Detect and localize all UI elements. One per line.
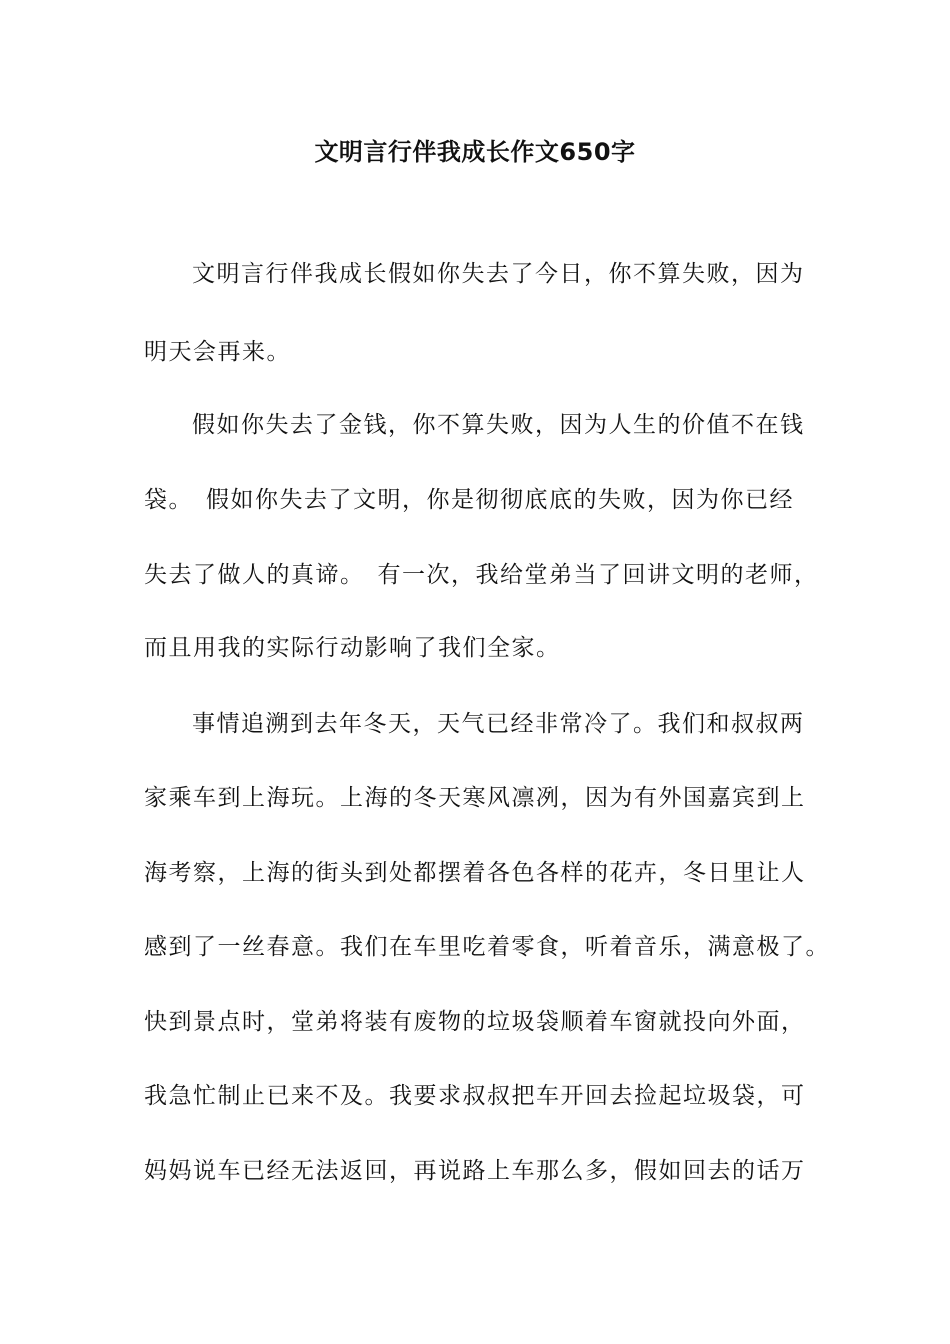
paragraph-line: 家乘车到上海玩。上海的冬天寒风凛冽，因为有外国嘉宾到上 bbox=[144, 785, 806, 811]
paragraph-line: 我急忙制止已来不及。我要求叔叔把车开回去捡起垃圾袋，可 bbox=[144, 1083, 806, 1109]
paragraph-line: 事情追溯到去年冬天，天气已经非常冷了。我们和叔叔两 bbox=[192, 711, 805, 737]
paragraph-line: 而且用我的实际行动影响了我们全家。 bbox=[144, 635, 561, 661]
paragraph-line: 假如你失去了金钱，你不算失败，因为人生的价值不在钱 bbox=[192, 412, 805, 438]
paragraph-line: 海考察，上海的街头到处都摆着各色各样的花卉，冬日里让人 bbox=[144, 860, 806, 886]
paragraph-line: 妈妈说车已经无法返回，再说路上车那么多，假如回去的话万 bbox=[144, 1158, 806, 1184]
paragraph-line: 感到了一丝春意。我们在车里吃着零食，听着音乐，满意极了。 bbox=[144, 934, 830, 960]
paragraph-line: 明天会再来。 bbox=[144, 339, 291, 365]
paragraph-line: 袋。 假如你失去了文明，你是彻彻底底的失败，因为你已经 bbox=[144, 487, 794, 513]
document-title: 文明言行伴我成长作文650字 bbox=[314, 138, 636, 166]
paragraph-line: 文明言行伴我成长假如你失去了今日，你不算失败，因为 bbox=[192, 261, 805, 287]
paragraph-line: 快到景点时，堂弟将装有废物的垃圾袋顺着车窗就投向外面， bbox=[144, 1009, 806, 1035]
paragraph-line: 失去了做人的真谛。 有一次，我给堂弟当了回讲文明的老师， bbox=[144, 562, 819, 588]
